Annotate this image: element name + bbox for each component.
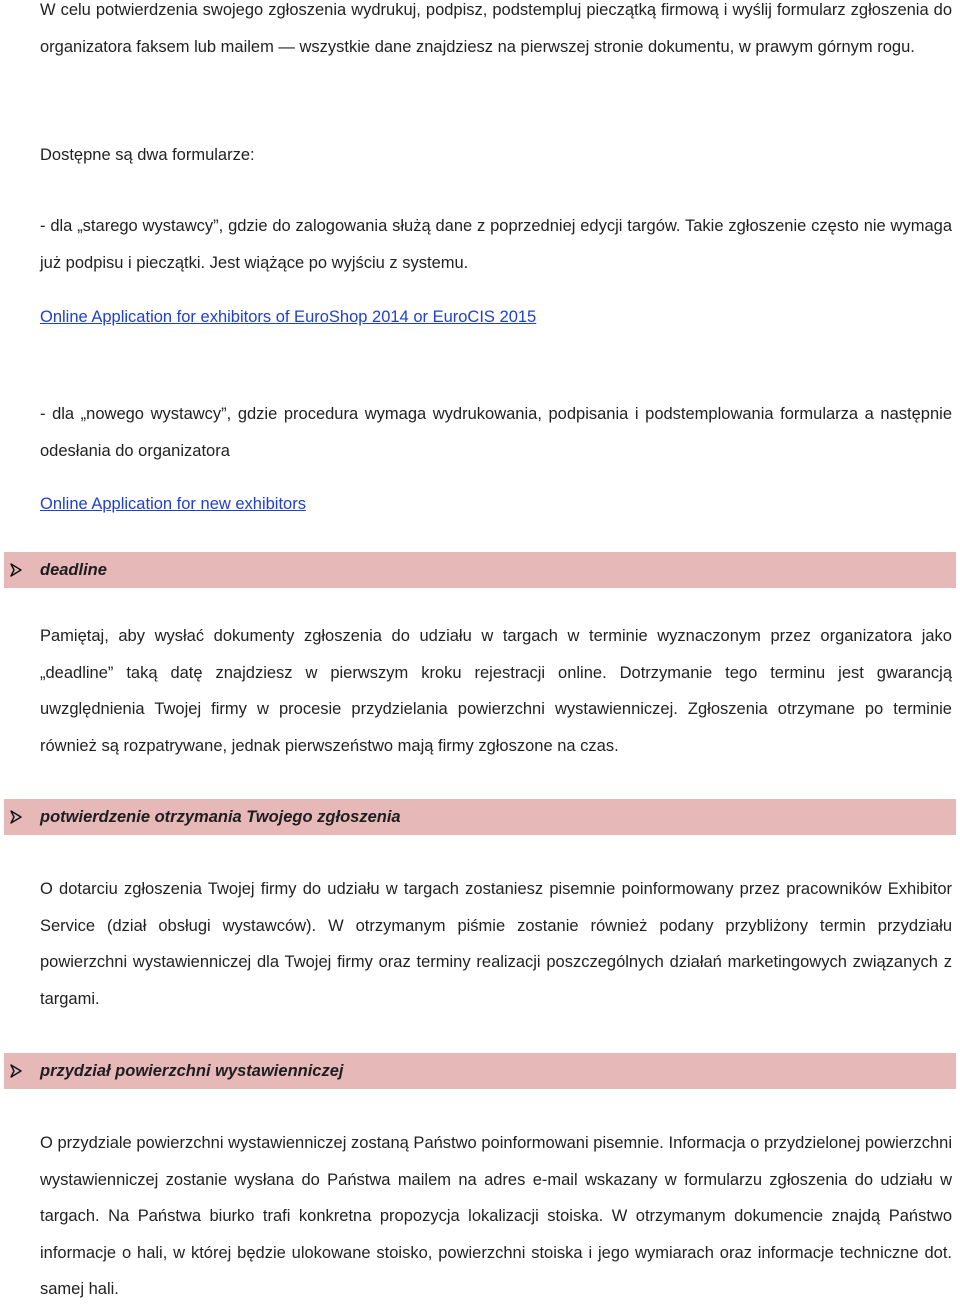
paragraph-deadline: Pamiętaj, aby wysłać dokumenty zgłoszenia do udziału w targach w terminie wyznaczonym przez organizatora jako „deadline” taką datę znajdziesz w pierwszym kroku rejestracji online. Dotrzymanie tego terminu jest gwarancją uwzględnienia Twojej firmy w procesie przydzielania powierzchni wystawienniczej. Zgłoszenia otrzymane po terminie również są rozpatrywane, jednak pierwszeństwo mają firmy zgłoszone na czas.: [40, 627, 952, 755]
arrowhead-bullet-icon: [10, 563, 22, 577]
section-title-allocation: przydział powierzchni wystawienniczej: [40, 1061, 344, 1080]
section-header-allocation: [4, 1053, 956, 1089]
arrowhead-bullet-icon: [10, 810, 22, 824]
paragraph-two-forms: Dostępne są dwa formularze:: [40, 146, 255, 164]
paragraph-confirmation: O dotarciu zgłoszenia Twojej firmy do udziału w targach zostaniesz pisemnie poinformowany przez pracowników Exhibitor Service (dział obsługi wystawców). W otrzymanym piśmie zostanie również podany przybliżony termin przydziału powierzchni wystawienniczej dla Twojej firmy oraz terminy realizacji poszczególnych działań marketingowych związanych z targami.: [40, 880, 952, 1008]
arrowhead-bullet-icon: [10, 1064, 22, 1078]
link-old-exhibitors-application[interactable]: Online Application for exhibitors of EuroShop 2014 or EuroCIS 2015: [40, 308, 537, 326]
paragraph-allocation: O przydziale powierzchni wystawienniczej zostaną Państwo poinformowani pisemnie. Informacja o przydzielonej powierzchni wystawienniczej zostanie wysłana do Państwa mailem na adres e-mail wskazany w formularzu zgłoszenia do udziału w targach. Na Państwa biurko trafi konkretna propozycja lokalizacji stoiska. W otrzymanym dokumencie znajdą Państwo informacje o hali, w której będzie ulokowane stoisko, powierzchni stoiska i jego wymiarach oraz informacje techniczne dot. samej hali.: [40, 1134, 952, 1298]
section-header-deadline: [4, 552, 956, 588]
paragraph-new-exhibitor: - dla „nowego wystawcy”, gdzie procedura wymaga wydrukowania, podpisania i podstemplowania formularza a następnie odesłania do organizatora: [40, 405, 952, 460]
paragraph-confirm-instructions: W celu potwierdzenia swojego zgłoszenia wydrukuj, podpisz, podstempluj pieczątką firmową i wyślij formularz zgłoszenia do organizatora faksem lub mailem — wszystkie dane znajdziesz na pierwszej stronie dokumentu, w prawym górnym rogu.: [40, 1, 952, 56]
link-new-exhibitors-application[interactable]: Online Application for new exhibitors: [40, 495, 306, 513]
section-header-confirmation: [4, 799, 956, 835]
section-title-confirmation: potwierdzenie otrzymania Twojego zgłoszenia: [40, 807, 401, 826]
section-title-deadline: deadline: [40, 560, 107, 579]
paragraph-old-exhibitor: - dla „starego wystawcy”, gdzie do zalogowania służą dane z poprzedniej edycji targów. Takie zgłoszenie często nie wymaga już podpisu i pieczątki. Jest wiążące po wyjściu z systemu.: [40, 217, 952, 272]
